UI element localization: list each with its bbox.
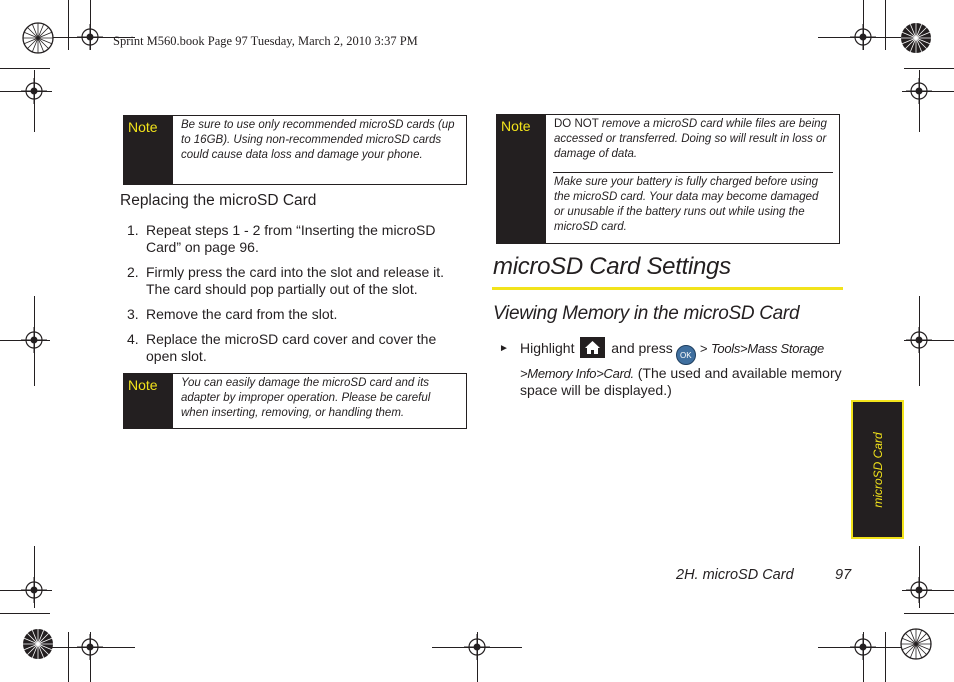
- note-tab: [124, 116, 173, 184]
- footer-section: 2H. microSD Card: [676, 567, 794, 583]
- step-number: 4.: [127, 331, 139, 347]
- note-box-removal-warning: [496, 114, 840, 244]
- home-key-icon: [580, 337, 605, 358]
- step-item: [127, 306, 467, 323]
- note-divider: [553, 172, 833, 173]
- step-item: [127, 222, 467, 256]
- ok-key-icon: OK: [676, 345, 696, 365]
- section-title: Replacing the microSD Card: [120, 192, 317, 209]
- registration-target-icon: [850, 24, 876, 50]
- crop-line: [904, 613, 954, 614]
- menu-memory-info: Memory Info: [527, 366, 597, 381]
- chapter-side-tab: [851, 400, 904, 539]
- registration-target-icon: [464, 634, 490, 660]
- note-text: Be sure to use only recommended microSD cards (up to 16GB). Using non-recommended microSD cards could cause data loss and damage your phone.: [181, 119, 455, 161]
- note-text: You can easily damage the microSD card and its adapter by improper operation. Please be careful when inserting, removing, or handling them.: [181, 377, 431, 419]
- step-text: Repeat steps 1 - 2 from “Inserting the microSD Card” on page 96.: [146, 222, 436, 255]
- crop-line: [68, 632, 69, 682]
- do-not-emphasis: DO NOT: [554, 118, 599, 130]
- starburst-rosette-icon: [21, 627, 55, 661]
- note-label: Note: [128, 377, 158, 393]
- crop-line: [885, 632, 886, 682]
- menu-sep: >: [740, 341, 748, 356]
- steps-list: [127, 222, 467, 365]
- registration-target-icon: [21, 78, 47, 104]
- bullet-arrow-icon: ►: [499, 343, 509, 354]
- note-text-rest: remove a microSD card while files are being accessed or transferred. Doing so will result in loss or damage of data.: [554, 118, 827, 160]
- registration-target-icon: [21, 327, 47, 353]
- crop-line: [904, 68, 954, 69]
- menu-sep: >: [520, 366, 528, 381]
- heading-rule: [492, 287, 843, 290]
- instr-result: (The used and available memory space will be displayed.): [520, 365, 842, 398]
- menu-mass-storage: Mass Storage: [747, 341, 824, 356]
- step-item: [127, 331, 467, 365]
- crop-line: [0, 613, 50, 614]
- instr-and-press: and press: [611, 340, 673, 356]
- note-tab: [124, 374, 173, 428]
- print-slug: Sprint M560.book Page 97 Tuesday, March 2, 2010 3:37 PM: [113, 34, 418, 48]
- step-number: 3.: [127, 306, 139, 322]
- note-label: Note: [501, 118, 531, 134]
- crop-line: [0, 68, 50, 69]
- note-text-battery: Make sure your battery is fully charged before using the microSD card. Your data may become damaged or unusable if the battery runs out while using the microSD card.: [554, 176, 819, 233]
- note-label: Note: [128, 119, 158, 135]
- subheading: Viewing Memory in the microSD Card: [493, 303, 800, 324]
- registration-target-icon: [906, 577, 932, 603]
- menu-sep: >: [699, 341, 708, 356]
- registration-target-icon: [906, 78, 932, 104]
- side-tab-label: microSD Card: [870, 431, 885, 508]
- step-text: Remove the card from the slot.: [146, 306, 338, 322]
- page-heading: microSD Card Settings: [493, 253, 731, 280]
- note-tab: [497, 115, 546, 243]
- step-item: [127, 264, 467, 298]
- note-box-handling: [123, 373, 467, 429]
- registration-target-icon: [850, 634, 876, 660]
- instruction-text: [520, 337, 850, 399]
- instr-highlight: Highlight: [520, 340, 575, 356]
- step-text: Firmly press the card into the slot and release it. The card should pop partially out of the slot.: [146, 264, 445, 297]
- menu-tools: Tools: [710, 341, 741, 356]
- menu-card: Card.: [603, 366, 634, 381]
- registration-target-icon: [77, 634, 103, 660]
- page-number: 97: [835, 567, 852, 583]
- note-text-warning: [554, 117, 831, 162]
- step-number: 1.: [127, 222, 139, 238]
- registration-target-icon: [21, 577, 47, 603]
- step-text: Replace the microSD card cover and cover the open slot.: [146, 331, 437, 364]
- menu-sep: >: [596, 366, 604, 381]
- registration-target-icon: [906, 327, 932, 353]
- starburst-rosette-icon: [21, 21, 55, 55]
- crop-line: [885, 0, 886, 50]
- starburst-rosette-icon: [899, 21, 933, 55]
- crop-line: [68, 0, 69, 50]
- note-box-supported-cards: [123, 115, 467, 185]
- step-number: 2.: [127, 264, 139, 280]
- starburst-rosette-icon: [899, 627, 933, 661]
- registration-target-icon: [77, 24, 103, 50]
